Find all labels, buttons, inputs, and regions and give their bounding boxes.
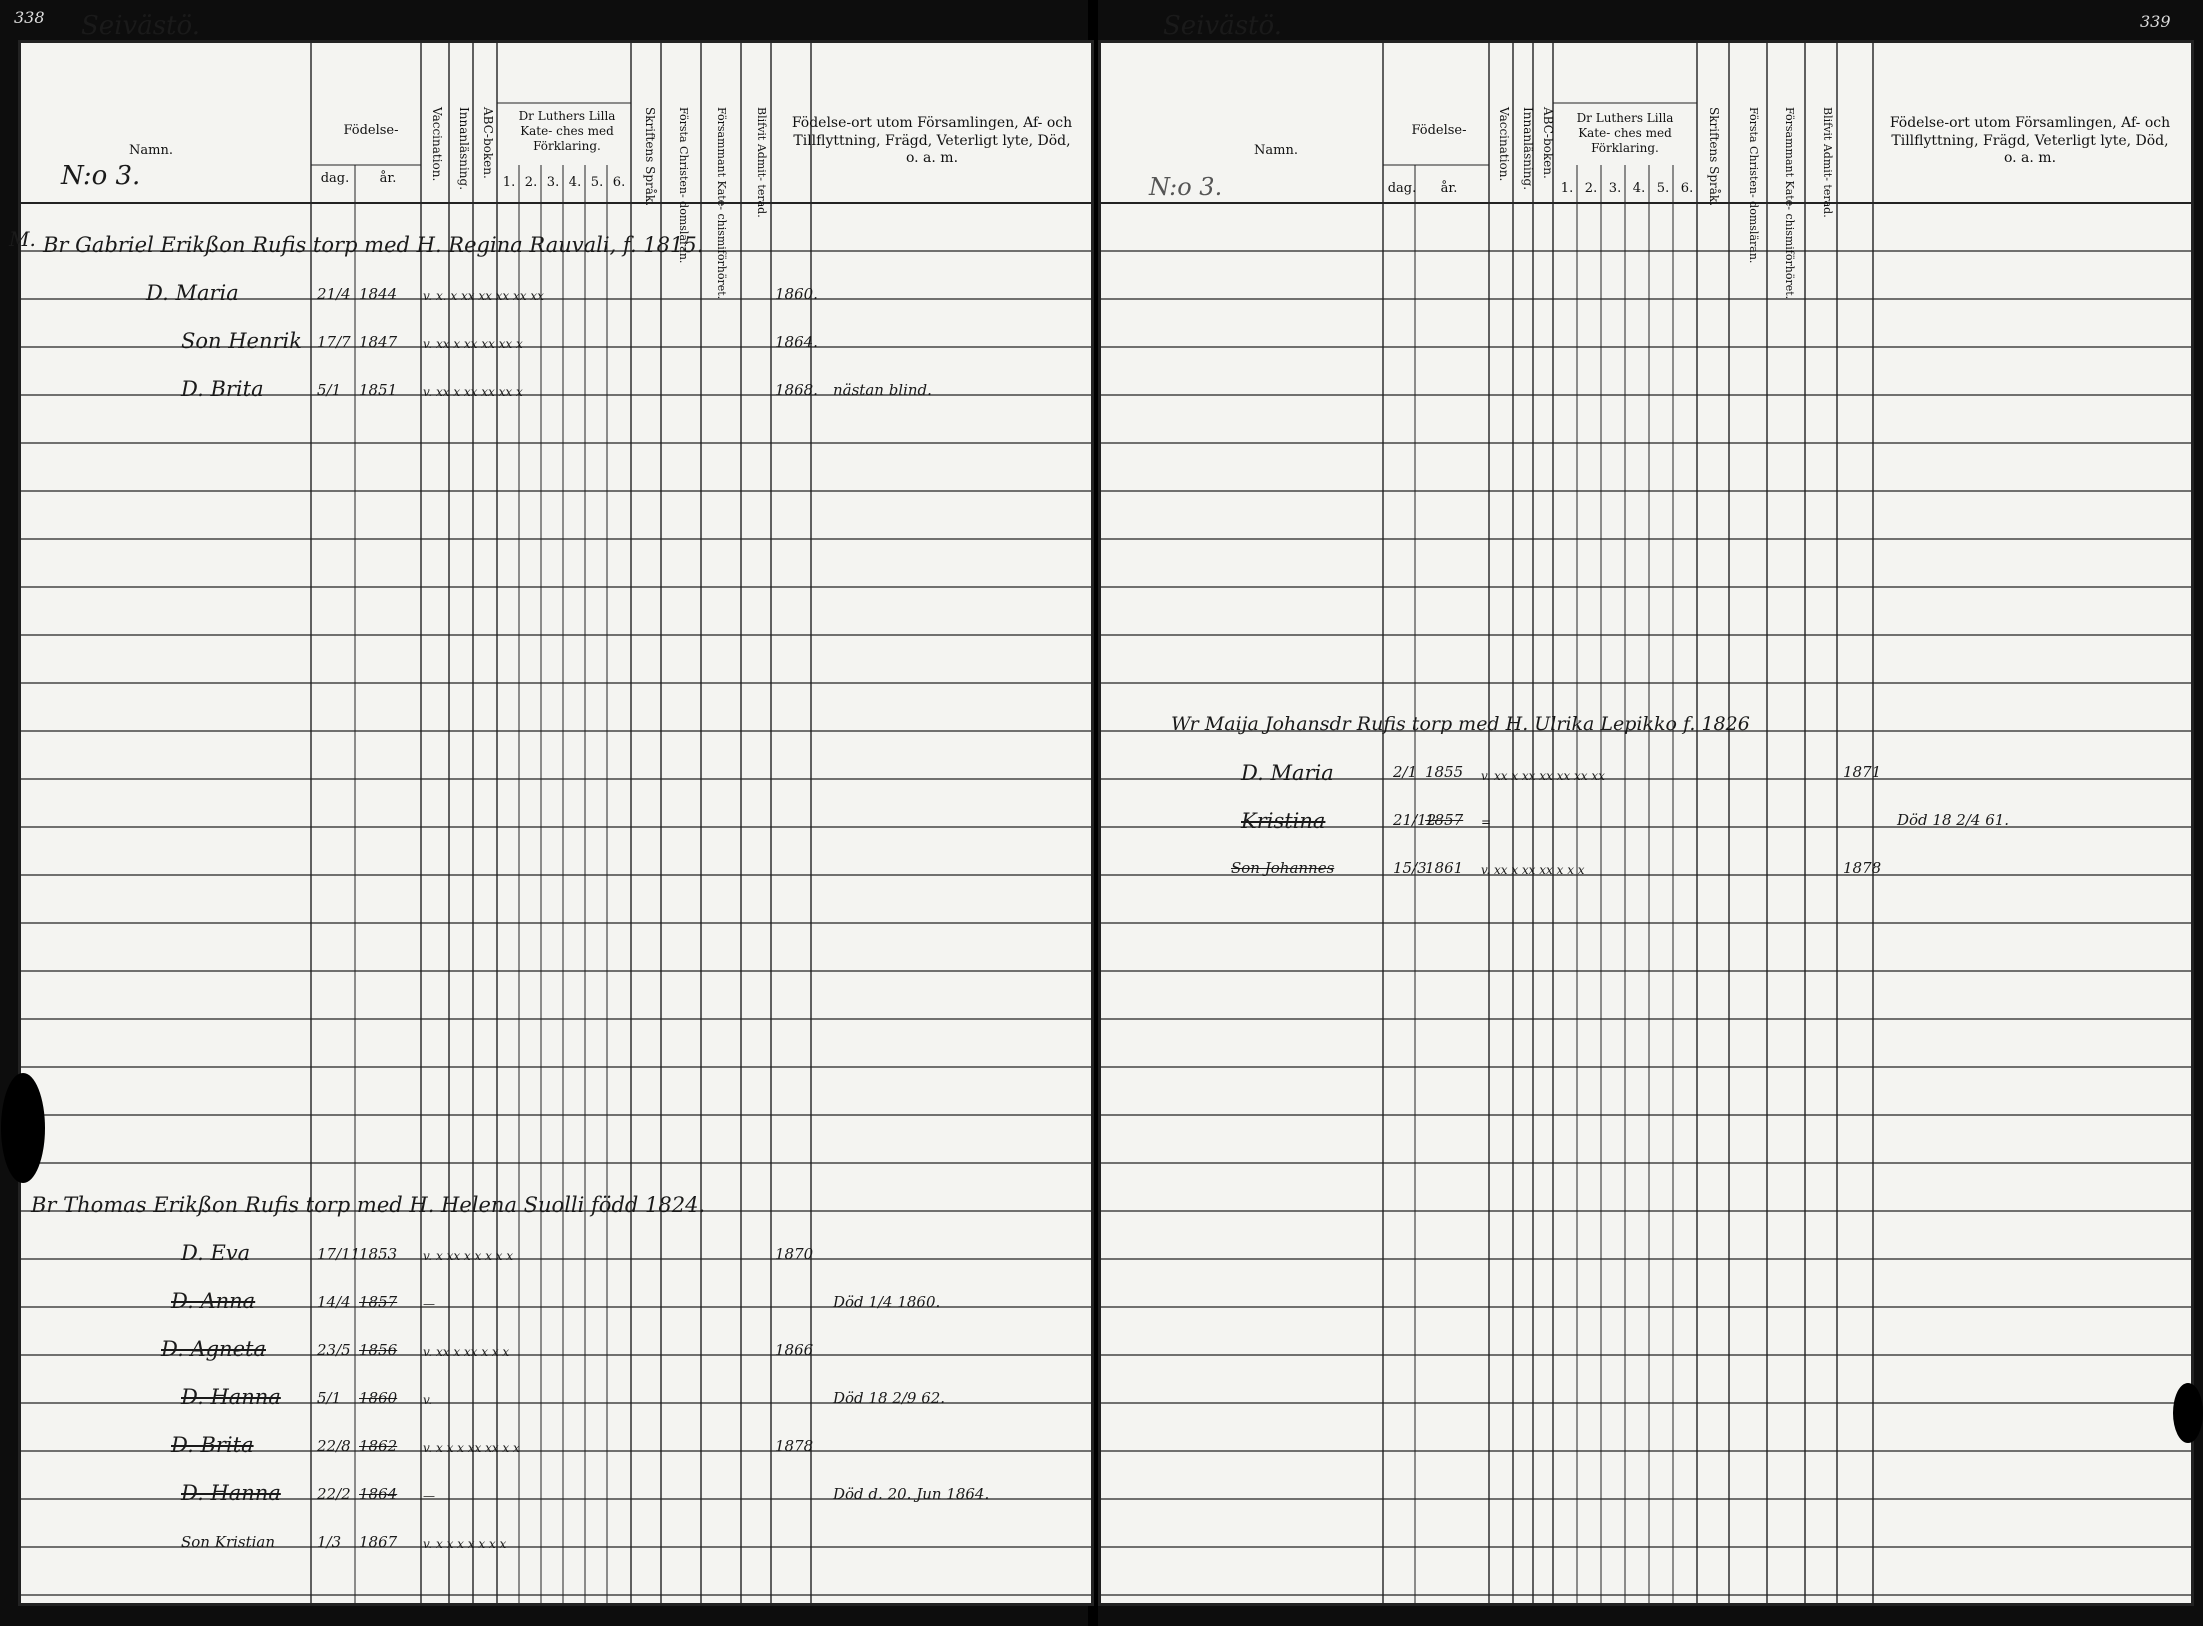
entry-admit: 1878 — [775, 1437, 814, 1455]
entry-marks: v. xx x xx xx xx x — [423, 385, 523, 399]
household-head-line: Br Thomas Erikßon Rufis torp med H. Helena Suolli född 1824. — [31, 1193, 706, 1217]
entry-admit: 1870 — [775, 1245, 814, 1263]
entry-admit: 1878 — [1843, 859, 1882, 877]
col-vaccination-header: Vaccination. — [1497, 107, 1511, 182]
col-namn-header: Namn. — [1254, 143, 1298, 158]
kat-num-6: 6. — [612, 175, 626, 190]
entry-dag: 2/1 — [1393, 763, 1418, 781]
entry-marks: v. x. x xx xx xx xx xx — [423, 289, 544, 303]
entry-note: Död 18 2/9 62. — [833, 1389, 946, 1407]
right-page-number: 339 — [2140, 12, 2171, 31]
entry-dag: 21/12 — [1393, 811, 1437, 829]
entry-name: D. Hanna — [181, 1481, 281, 1505]
entry-marks: v. xx x xx x x x — [423, 1345, 510, 1359]
entry-ar: 1851 — [359, 381, 398, 399]
entry-marks: v. x xx x x x x x — [423, 1249, 514, 1263]
kat-num-3: 3. — [546, 175, 560, 190]
kat-num-1: 1. — [502, 175, 516, 190]
kat-num-5: 5. — [1656, 181, 1670, 196]
entry-ar: 1855 — [1425, 763, 1464, 781]
entry-note: nästan blind. — [833, 381, 932, 399]
col-forsta-header: Första Christen- domsläran. — [1747, 107, 1760, 264]
left-page-number: 338 — [14, 8, 45, 27]
col-dag-header: dag. — [320, 171, 350, 186]
col-forsamm-header: Försammant Kate- chismiförhöret. — [1783, 107, 1796, 300]
ink-blot — [1, 1073, 45, 1183]
entry-ar: 1844 — [359, 285, 398, 303]
col-forsta-header: Första Christen- domsläran. — [677, 107, 690, 264]
ink-blot — [2173, 1383, 2203, 1443]
entry-admit: 1866 — [775, 1341, 814, 1359]
entry-marks: v. — [423, 1393, 433, 1407]
entry-admit: 1868. — [775, 381, 818, 399]
entry-ar: 1856 — [359, 1341, 398, 1359]
col-abc-header: ABC-boken. — [1541, 107, 1555, 179]
entry-name: Son Johannes — [1231, 859, 1335, 877]
col-forsamm-header: Försammant Kate- chismiförhöret. — [715, 107, 728, 300]
kat-num-3: 3. — [1608, 181, 1622, 196]
entry-name: D. Brita — [181, 377, 264, 401]
entry-dag: 5/1 — [317, 1389, 342, 1407]
entry-marks: v. xx x xx xx xx xx xx — [1481, 769, 1605, 783]
entry-dag: 15/3 — [1393, 859, 1427, 877]
kat-num-1: 1. — [1560, 181, 1574, 196]
entry-dag: 23/5 — [317, 1341, 351, 1359]
entry-note: Död 1/4 1860. — [833, 1293, 941, 1311]
col-fodelseort-header: Födelse-ort utom Församlingen, Af- och Tillflyttning, Frägd, Veterligt lyte, Död, o. a. m. — [1889, 115, 2171, 166]
kat-num-6: 6. — [1680, 181, 1694, 196]
col-namn-header: Namn. — [129, 143, 173, 158]
household-head-line: Wr Maija Johansdr Rufis torp med H. Ulrika Lepikko f. 1826 — [1171, 713, 1750, 735]
entry-marks: = — [1481, 815, 1492, 829]
col-vaccination-header: Vaccination. — [430, 107, 444, 182]
col-innanlasning-header: Innanläsning. — [1521, 107, 1535, 191]
right-page-title: Seivästö. — [1163, 11, 1282, 41]
entry-marks: — — [423, 1489, 435, 1503]
entry-marks: v. x x x xx xx x x — [423, 1441, 520, 1455]
entry-note: Död 18 2/4 61. — [1897, 811, 2010, 829]
col-admit-header: Blifvit Admit- terad. — [755, 107, 768, 218]
entry-marks: — — [423, 1297, 435, 1311]
entry-dag: 14/4 — [317, 1293, 351, 1311]
col-fodelse-header: Födelse- — [1411, 123, 1467, 138]
entry-name: Son Henrik — [181, 329, 302, 353]
entry-ar: 1847 — [359, 333, 398, 351]
entry-admit: 1871 — [1843, 763, 1882, 781]
entry-ar: 1860 — [359, 1389, 398, 1407]
entry-dag: 21/4 — [317, 285, 351, 303]
col-ar-header: år. — [1440, 181, 1458, 196]
entry-ar: 1861 — [1425, 859, 1464, 877]
kat-num-2: 2. — [524, 175, 538, 190]
entry-dag: 5/1 — [317, 381, 342, 399]
entry-dag: 22/8 — [317, 1437, 351, 1455]
col-katekes-header: Dr Luthers Lilla Kate- ches med Förklaring. — [518, 109, 616, 153]
entry-ar: 1862 — [359, 1437, 398, 1455]
entry-ar: 1853 — [359, 1245, 398, 1263]
entry-name: Son Kristian — [181, 1533, 276, 1551]
entry-name: D. Agneta — [161, 1337, 266, 1361]
entry-admit: 1864. — [775, 333, 818, 351]
left-page-title: Seivästö. — [81, 11, 200, 41]
col-abc-header: ABC-boken. — [481, 107, 495, 179]
entry-dag: 17/7 — [317, 333, 351, 351]
col-dag-header: dag. — [1387, 181, 1417, 196]
col-admit-header: Blifvit Admit- terad. — [1821, 107, 1834, 218]
left-ledger-grid — [21, 43, 1091, 1603]
kat-num-4: 4. — [568, 175, 582, 190]
entry-name: D. Maria — [1241, 761, 1334, 785]
entry-dag: 17/11 — [317, 1245, 361, 1263]
right-house-number: N:o 3. — [1149, 173, 1223, 201]
entry-ar: 1864 — [359, 1485, 398, 1503]
entry-name: D. Anna — [171, 1289, 256, 1313]
household-head-line: Br Gabriel Erikßon Rufis torp med H. Regina Rauvali, f. 1815. — [43, 233, 704, 257]
entry-marks: v. xx x xx xx x x x — [1481, 863, 1585, 877]
entry-name: D. Eva — [181, 1241, 251, 1265]
entry-ar: 1857 — [1425, 811, 1464, 829]
entry-dag: 22/2 — [317, 1485, 351, 1503]
left-margin-mark: M. — [9, 227, 36, 251]
entry-name: Kristina — [1241, 809, 1326, 833]
entry-name: D. Maria — [146, 281, 239, 305]
col-skrift-header: Skriftens Språk. — [643, 107, 657, 207]
col-fodelse-header: Födelse- — [343, 123, 399, 138]
kat-num-5: 5. — [590, 175, 604, 190]
entry-note: Död d. 20. Jun 1864. — [833, 1485, 990, 1503]
entry-marks: v. x x x x x x x — [423, 1537, 507, 1551]
entry-ar: 1857 — [359, 1293, 398, 1311]
col-innanlasning-header: Innanläsning. — [457, 107, 471, 191]
kat-num-4: 4. — [1632, 181, 1646, 196]
col-ar-header: år. — [379, 171, 397, 186]
entry-admit: 1860. — [775, 285, 818, 303]
entry-dag: 1/3 — [317, 1533, 342, 1551]
entry-ar: 1867 — [359, 1533, 398, 1551]
entry-name: D. Brita — [171, 1433, 254, 1457]
left-house-number: N:o 3. — [61, 161, 141, 191]
col-katekes-header: Dr Luthers Lilla Kate- ches med Förklaring. — [1576, 111, 1674, 155]
entry-name: D. Hanna — [181, 1385, 281, 1409]
kat-num-2: 2. — [1584, 181, 1598, 196]
col-skrift-header: Skriftens Språk. — [1707, 107, 1721, 207]
col-fodelseort-header: Födelse-ort utom Församlingen, Af- och Tillflyttning, Frägd, Veterligt lyte, Död, o. a. m. — [791, 115, 1073, 166]
entry-marks: v. xx x xx xx xx x — [423, 337, 523, 351]
